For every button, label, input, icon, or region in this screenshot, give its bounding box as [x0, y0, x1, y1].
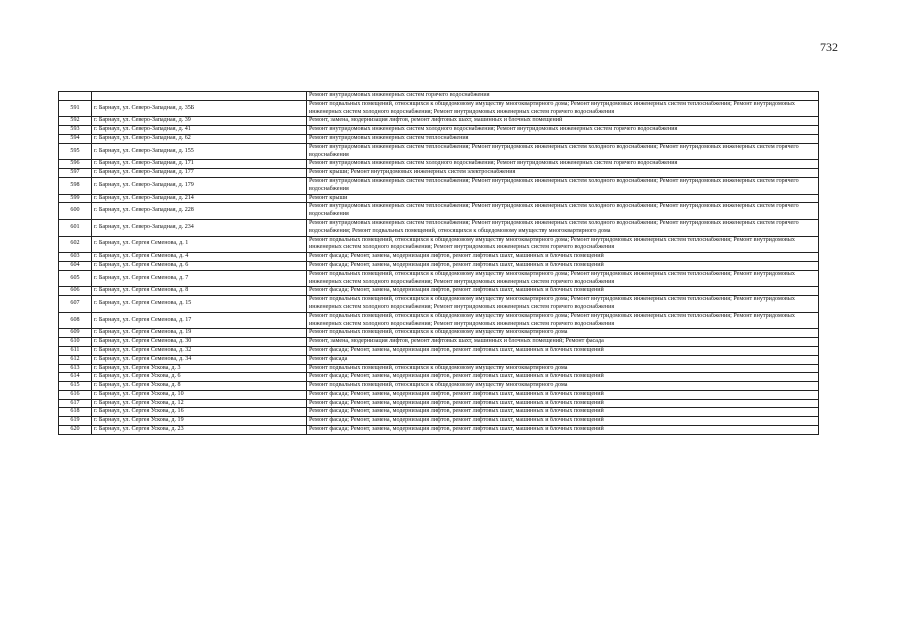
- table-row: [59, 194, 819, 203]
- table-row: [59, 417, 819, 426]
- works-cell: Ремонт фасада; Ремонт, замена, модернизация лифтов, ремонт лифтовых шахт, машинных и блочных помещений: [307, 373, 819, 382]
- table-row: [59, 390, 819, 399]
- works-cell: Ремонт внутридомовых инженерных систем холодного водоснабжения; Ремонт внутридомовых инженерных систем горячего водоснабжения: [307, 160, 819, 169]
- works-cell: Ремонт фасада: [307, 355, 819, 364]
- address-cell: г. Барнаул, ул. Сергея Семенова, д. 7: [92, 270, 307, 287]
- row-number-cell: 618: [59, 408, 92, 417]
- table-row: [59, 346, 819, 355]
- row-number-cell: 603: [59, 253, 92, 262]
- address-cell: г. Барнаул, ул. Северо-Западная, д. 35Б: [92, 100, 307, 117]
- address-cell: г. Барнаул, ул. Сергея Ускова, д. 23: [92, 426, 307, 435]
- row-number-cell: 608: [59, 312, 92, 329]
- address-cell: г. Барнаул, ул. Северо-Западная, д. 62: [92, 134, 307, 143]
- table-row: [59, 329, 819, 338]
- works-cell: Ремонт внутридомовых инженерных систем горячего водоснабжения: [307, 92, 819, 101]
- address-cell: г. Барнаул, ул. Сергея Семенова, д. 6: [92, 261, 307, 270]
- works-cell: Ремонт подвальных помещений, относящихся к общедомовому имуществу многоквартирного дома: [307, 382, 819, 391]
- address-cell: г. Барнаул, ул. Северо-Западная, д. 41: [92, 126, 307, 135]
- address-cell: г. Барнаул, ул. Сергея Семенова, д. 15: [92, 296, 307, 313]
- row-number-cell: 617: [59, 399, 92, 408]
- table-row: [59, 355, 819, 364]
- row-number-cell: 602: [59, 236, 92, 253]
- works-cell: Ремонт подвальных помещений, относящихся к общедомовому имуществу многоквартирного дома; Ремонт внутридомовых инженерных систем теплоснабжения; Ремонт внутридомовых инженерных систем холодного водоснабжения; Ремонт внутридомовых инженерных систем горячего водоснабжения: [307, 100, 819, 117]
- works-cell: Ремонт фасада; Ремонт, замена, модернизация лифтов, ремонт лифтовых шахт, машинных и блочных помещений: [307, 390, 819, 399]
- works-cell: Ремонт внутридомовых инженерных систем теплоснабжения: [307, 134, 819, 143]
- address-cell: г. Барнаул, ул. Сергея Семенова, д. 32: [92, 346, 307, 355]
- works-cell: Ремонт внутридомовых инженерных систем теплоснабжения; Ремонт внутридомовых инженерных систем холодного водоснабжения; Ремонт внутридомовых инженерных систем горячего водоснабжения: [307, 143, 819, 160]
- works-cell: Ремонт подвальных помещений, относящихся к общедомовому имуществу многоквартирного дома; Ремонт внутридомовых инженерных систем теплоснабжения; Ремонт внутридомовых инженерных систем холодного водоснабжения; Ремонт внутридомовых инженерных систем горячего водоснабжения: [307, 236, 819, 253]
- table-row: [59, 261, 819, 270]
- row-number-cell: 606: [59, 287, 92, 296]
- row-number-cell: 610: [59, 338, 92, 347]
- address-cell: г. Барнаул, ул. Сергея Ускова, д. 6: [92, 373, 307, 382]
- works-cell: Ремонт внутридомовых инженерных систем холодного водоснабжения; Ремонт внутридомовых инженерных систем горячего водоснабжения: [307, 126, 819, 135]
- works-cell: Ремонт подвальных помещений, относящихся к общедомовому имуществу многоквартирного дома: [307, 364, 819, 373]
- address-cell: г. Барнаул, ул. Северо-Западная, д. 155: [92, 143, 307, 160]
- works-cell: Ремонт внутридомовых инженерных систем теплоснабжения; Ремонт внутридомовых инженерных систем холодного водоснабжения; Ремонт внутридомовых инженерных систем горячего водоснабжения: [307, 177, 819, 194]
- works-cell: Ремонт фасада; Ремонт, замена, модернизация лифтов, ремонт лифтовых шахт, машинных и блочных помещений: [307, 399, 819, 408]
- works-cell: Ремонт подвальных помещений, относящихся к общедомовому имуществу многоквартирного дома; Ремонт внутридомовых инженерных систем теплоснабжения; Ремонт внутридомовых инженерных систем холодного водоснабжения; Ремонт внутридомовых инженерных систем горячего водоснабжения: [307, 296, 819, 313]
- row-number-cell: 611: [59, 346, 92, 355]
- address-cell: [92, 92, 307, 101]
- address-cell: г. Барнаул, ул. Сергея Ускова, д. 3: [92, 364, 307, 373]
- row-number-cell: 597: [59, 169, 92, 178]
- row-number-cell: 619: [59, 417, 92, 426]
- address-cell: г. Барнаул, ул. Сергея Семенова, д. 4: [92, 253, 307, 262]
- table-row: [59, 426, 819, 435]
- address-cell: г. Барнаул, ул. Сергея Семенова, д. 8: [92, 287, 307, 296]
- address-cell: г. Барнаул, ул. Сергея Семенова, д. 30: [92, 338, 307, 347]
- row-number-cell: 595: [59, 143, 92, 160]
- works-cell: Ремонт внутридомовых инженерных систем теплоснабжения; Ремонт внутридомовых инженерных систем холодного водоснабжения; Ремонт внутридомовых инженерных систем горячего водоснабжения: [307, 203, 819, 220]
- row-number-cell: 607: [59, 296, 92, 313]
- works-cell: Ремонт фасада; Ремонт, замена, модернизация лифтов, ремонт лифтовых шахт, машинных и блочных помещений: [307, 253, 819, 262]
- row-number-cell: 615: [59, 382, 92, 391]
- table-row: [59, 296, 819, 313]
- row-number-cell: 596: [59, 160, 92, 169]
- address-cell: г. Барнаул, ул. Сергея Ускова, д. 8: [92, 382, 307, 391]
- row-number-cell: 620: [59, 426, 92, 435]
- address-cell: г. Барнаул, ул. Северо-Западная, д. 214: [92, 194, 307, 203]
- address-cell: г. Барнаул, ул. Северо-Западная, д. 234: [92, 219, 307, 236]
- address-cell: г. Барнаул, ул. Сергея Семенова, д. 19: [92, 329, 307, 338]
- row-number-cell: 605: [59, 270, 92, 287]
- address-cell: г. Барнаул, ул. Сергея Семенова, д. 34: [92, 355, 307, 364]
- row-number-cell: 612: [59, 355, 92, 364]
- table-row: [59, 177, 819, 194]
- row-number-cell: 592: [59, 117, 92, 126]
- row-number-cell: 601: [59, 219, 92, 236]
- row-number-cell: 594: [59, 134, 92, 143]
- row-number-cell: 609: [59, 329, 92, 338]
- works-cell: Ремонт фасада; Ремонт, замена, модернизация лифтов, ремонт лифтовых шахт, машинных и блочных помещений: [307, 287, 819, 296]
- table-row: [59, 117, 819, 126]
- works-cell: Ремонт подвальных помещений, относящихся к общедомовому имуществу многоквартирного дома; Ремонт внутридомовых инженерных систем теплоснабжения; Ремонт внутридомовых инженерных систем холодного водоснабжения; Ремонт внутридомовых инженерных систем горячего водоснабжения: [307, 270, 819, 287]
- works-cell: Ремонт крыши: [307, 194, 819, 203]
- row-number-cell: 614: [59, 373, 92, 382]
- row-number-cell: 591: [59, 100, 92, 117]
- works-cell: Ремонт фасада; Ремонт, замена, модернизация лифтов, ремонт лифтовых шахт, машинных и блочных помещений: [307, 417, 819, 426]
- address-cell: г. Барнаул, ул. Северо-Западная, д. 177: [92, 169, 307, 178]
- works-cell: Ремонт внутридомовых инженерных систем теплоснабжения; Ремонт внутридомовых инженерных систем холодного водоснабжения; Ремонт внутридомовых инженерных систем горячего водоснабжения; Ремонт подвальных помещений, относящихся к общедомовому имуществу многоквартирного дома: [307, 219, 819, 236]
- table-row: [59, 373, 819, 382]
- address-cell: г. Барнаул, ул. Сергея Ускова, д. 16: [92, 408, 307, 417]
- works-cell: Ремонт фасада; Ремонт, замена, модернизация лифтов, ремонт лифтовых шахт, машинных и блочных помещений: [307, 426, 819, 435]
- table-row: [59, 203, 819, 220]
- register-body: [59, 92, 819, 435]
- address-cell: г. Барнаул, ул. Северо-Западная, д. 228: [92, 203, 307, 220]
- address-cell: г. Барнаул, ул. Сергея Семенова, д. 1: [92, 236, 307, 253]
- works-cell: Ремонт фасада; Ремонт, замена, модернизация лифтов, ремонт лифтовых шахт, машинных и блочных помещений: [307, 346, 819, 355]
- table-row: [59, 312, 819, 329]
- row-number-cell: 616: [59, 390, 92, 399]
- table-row: [59, 169, 819, 178]
- table-row: [59, 100, 819, 117]
- table-row: [59, 219, 819, 236]
- page-number: 732: [820, 40, 838, 54]
- table-row: [59, 382, 819, 391]
- row-number-cell: 600: [59, 203, 92, 220]
- row-number-cell: 593: [59, 126, 92, 135]
- address-cell: г. Барнаул, ул. Северо-Западная, д. 39: [92, 117, 307, 126]
- table-row: [59, 143, 819, 160]
- repair-register-table: [58, 91, 819, 435]
- table-row: [59, 399, 819, 408]
- table-row: [59, 126, 819, 135]
- row-number-cell: 599: [59, 194, 92, 203]
- address-cell: г. Барнаул, ул. Сергея Ускова, д. 19: [92, 417, 307, 426]
- works-cell: Ремонт фасада; Ремонт, замена, модернизация лифтов, ремонт лифтовых шахт, машинных и блочных помещений: [307, 408, 819, 417]
- row-number-cell: 604: [59, 261, 92, 270]
- address-cell: г. Барнаул, ул. Сергея Ускова, д. 10: [92, 390, 307, 399]
- works-cell: Ремонт крыши; Ремонт внутридомовых инженерных систем электроснабжения: [307, 169, 819, 178]
- works-cell: Ремонт подвальных помещений, относящихся к общедомовому имуществу многоквартирного дома: [307, 329, 819, 338]
- address-cell: г. Барнаул, ул. Северо-Западная, д. 171: [92, 160, 307, 169]
- table-row: [59, 134, 819, 143]
- table-row: [59, 236, 819, 253]
- address-cell: г. Барнаул, ул. Сергея Ускова, д. 12: [92, 399, 307, 408]
- works-cell: Ремонт, замена, модернизация лифтов, ремонт лифтовых шахт, машинных и блочных помещений: [307, 117, 819, 126]
- row-number-cell: [59, 92, 92, 101]
- table-row: [59, 287, 819, 296]
- table-row: [59, 253, 819, 262]
- table-row: [59, 160, 819, 169]
- address-cell: г. Барнаул, ул. Сергея Семенова, д. 17: [92, 312, 307, 329]
- works-cell: Ремонт подвальных помещений, относящихся к общедомовому имуществу многоквартирного дома; Ремонт внутридомовых инженерных систем теплоснабжения; Ремонт внутридомовых инженерных систем холодного водоснабжения; Ремонт внутридомовых инженерных систем горячего водоснабжения: [307, 312, 819, 329]
- row-number-cell: 598: [59, 177, 92, 194]
- table-row: [59, 92, 819, 101]
- table-row: [59, 408, 819, 417]
- table-row: [59, 338, 819, 347]
- table-row: [59, 270, 819, 287]
- address-cell: г. Барнаул, ул. Северо-Западная, д. 179: [92, 177, 307, 194]
- row-number-cell: 613: [59, 364, 92, 373]
- works-cell: Ремонт фасада; Ремонт, замена, модернизация лифтов, ремонт лифтовых шахт, машинных и блочных помещений: [307, 261, 819, 270]
- table-row: [59, 364, 819, 373]
- works-cell: Ремонт, замена, модернизация лифтов, ремонт лифтовых шахт, машинных и блочных помещений; Ремонт фасада: [307, 338, 819, 347]
